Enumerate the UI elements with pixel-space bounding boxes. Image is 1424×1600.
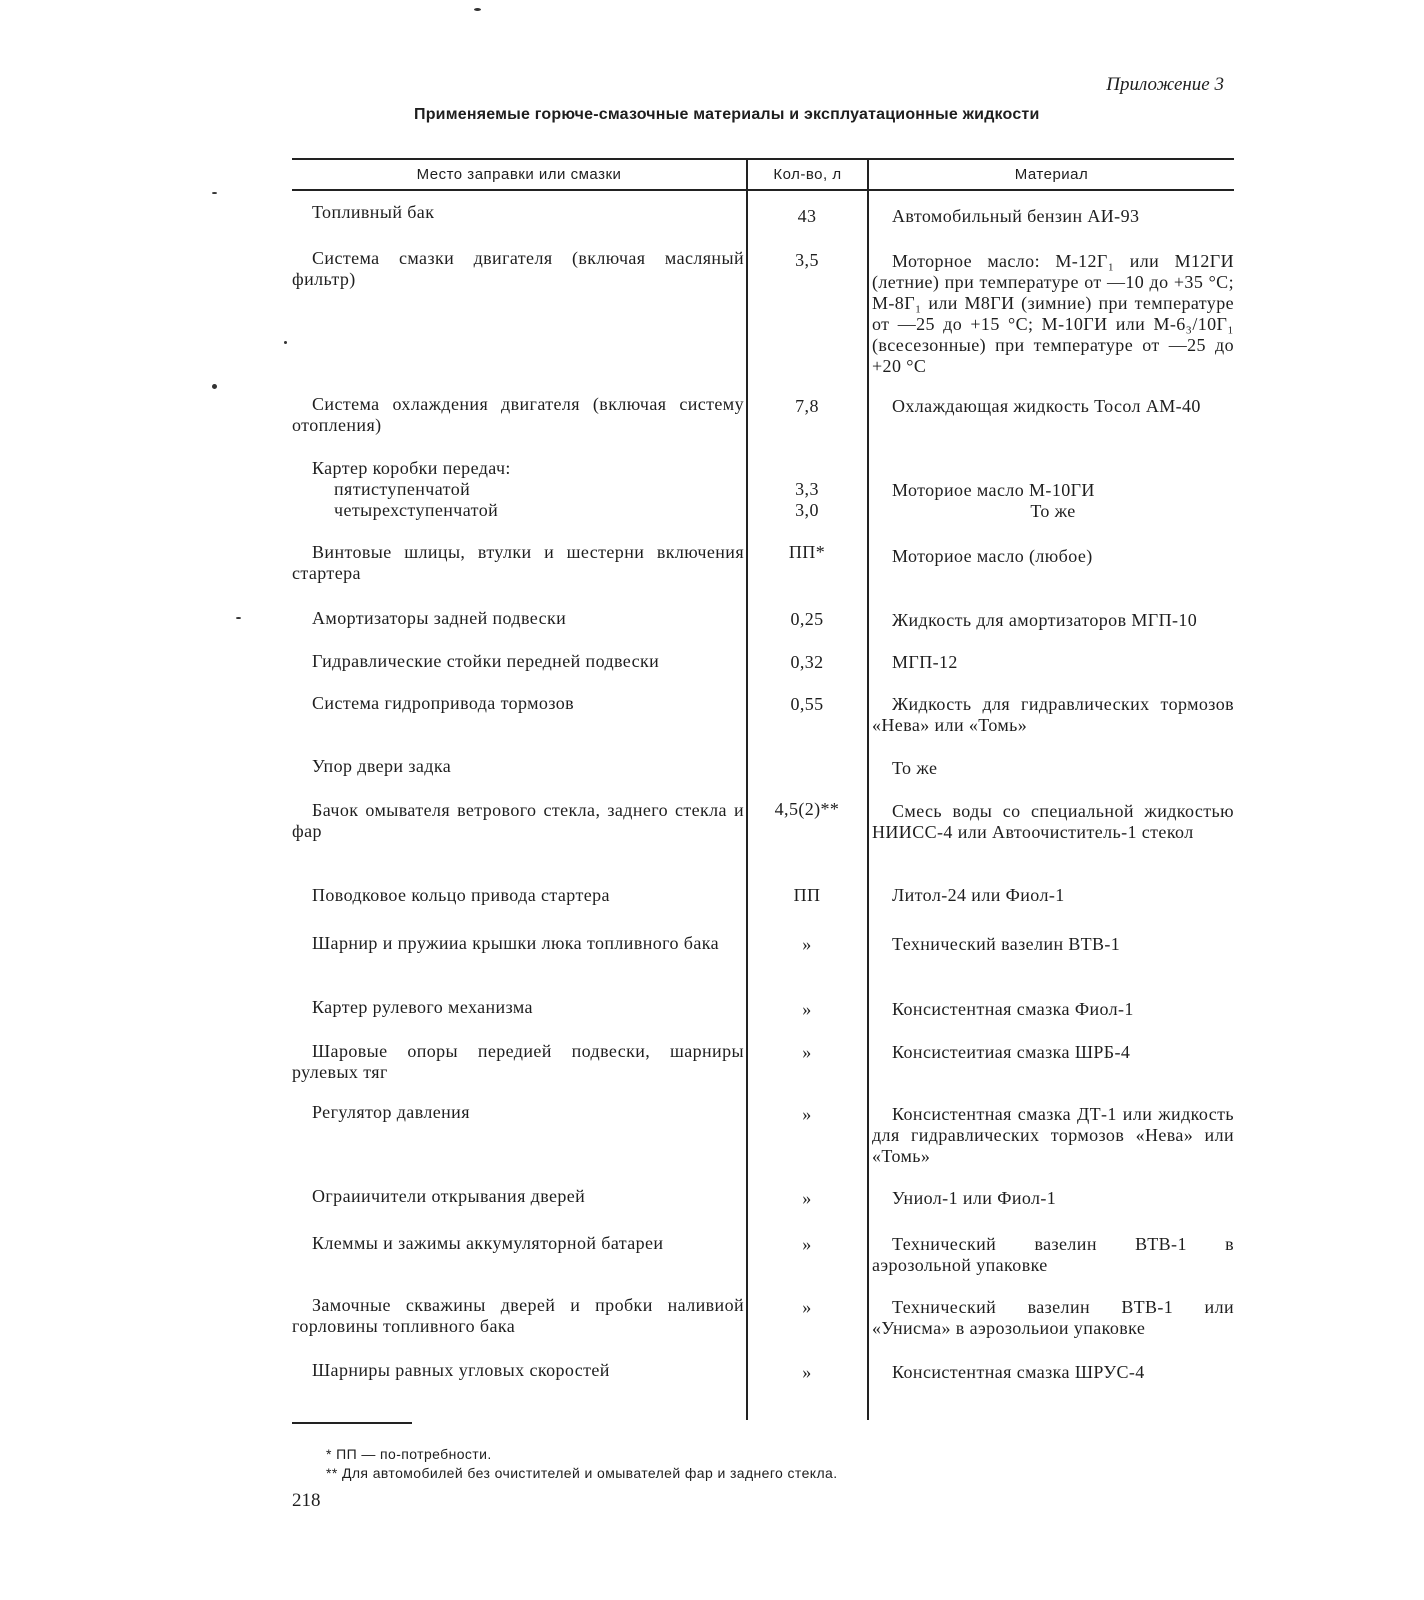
gearbox-5speed-label: пятиступенчатой <box>334 479 471 499</box>
scan-speck <box>474 8 481 11</box>
table-row-qty: 7,8 <box>795 396 819 416</box>
table-row-qty: 43 <box>797 206 817 226</box>
table-row-material: Консистеитиая смазка ШРБ-4 <box>892 1042 1131 1062</box>
table-row-place: Шаровые опоры передией подвески, шарниры рулевых тяг <box>292 1041 744 1082</box>
table-row-qty: 0,32 <box>790 652 824 672</box>
table-row-material: Смесь воды со специальной жидкостью НИИСС-4 или Автоочиститель-1 стекол <box>872 801 1234 842</box>
table-row-place: Замочные скважины дверей и пробки наливиой горловины топливного бака <box>292 1295 744 1336</box>
table-row-qty: ПП <box>793 885 821 905</box>
footnote-rule <box>292 1422 412 1424</box>
scan-speck <box>236 617 241 619</box>
column-header-qty: Кол-во, л <box>773 166 842 183</box>
table-row-qty: » <box>802 999 812 1019</box>
table-row-place: Шарнир и пружииа крышки люка топливного бака <box>312 933 720 953</box>
gearbox-label: Картер коробки передач: <box>312 458 511 478</box>
footnote-pp: * ПП — по-потребности. <box>326 1446 492 1462</box>
table-row-material: Консистентная смазка ШРУС-4 <box>892 1362 1145 1382</box>
table-row-place: Топливный бак <box>312 202 435 222</box>
table-header-rule <box>292 189 1234 191</box>
table-row-material: МГП-12 <box>892 652 958 672</box>
table-row-qty: » <box>802 934 812 954</box>
table-row-material: Консистентная смазка ДТ-1 или жидкость для гидравлических тормозов «Нева» или «Томь» <box>872 1104 1234 1166</box>
scan-speck <box>212 384 217 389</box>
table-row-material: Технический вазелин ВТВ-1 или «Унисма» в аэрозольиои упаковке <box>872 1297 1234 1338</box>
table-row-place: Гидравлические стойки передней подвески <box>312 651 660 671</box>
table-top-rule <box>292 158 1234 160</box>
table-row-qty: 3,5 <box>795 250 819 270</box>
table-row-material: Жидкость для гидравлических тормозов «Нева» или «Томь» <box>872 694 1234 735</box>
column-header-material: Материал <box>1014 166 1089 183</box>
table-row-qty: » <box>802 1297 812 1317</box>
table-row-place: Упор двери задка <box>312 756 452 776</box>
table-row-place: Система охлаждения двигателя (включая систему отопления) <box>292 394 744 435</box>
table-row-place: Система гидропривода тормозов <box>312 693 575 713</box>
table-row-qty: 4,5(2)** <box>774 799 840 819</box>
table-row-qty: » <box>802 1104 812 1124</box>
appendix-label: Приложение 3 <box>1106 74 1224 95</box>
table-row-material: Консистентная смазка Фиол-1 <box>892 999 1134 1019</box>
column-header-place: Место заправки или смазки <box>416 166 622 183</box>
table-row-qty: 0,55 <box>790 694 824 714</box>
table-row-place: Шарниры равных угловых скоростей <box>312 1360 610 1380</box>
table-row-place: Картер рулевого механизма <box>312 997 533 1017</box>
gearbox-4speed-label: четырехступенчатой <box>334 500 499 520</box>
table-row-place: Амортизаторы задней подвески <box>312 608 567 628</box>
table-row-material: То же <box>892 758 938 778</box>
table-row-place: Система смазки двигателя (включая масляный фильтр) <box>292 248 744 289</box>
table-row-place: Клеммы и зажимы аккумуляторной батареи <box>312 1233 664 1253</box>
footnote-washers: ** Для автомобилей без очистителей и омывателей фар и заднего стекла. <box>326 1465 838 1481</box>
table-row-qty: » <box>802 1234 812 1254</box>
table-row-qty: 0,25 <box>790 609 824 629</box>
table-row-qty: » <box>802 1188 812 1208</box>
page-number: 218 <box>292 1490 321 1511</box>
table-row-material: Моторное масло: М-12Г₁ или М12ГИ (летние) при температуре от —10 до +35 °С; М-8Г₁ или М8ГИ (зимние) при температуре от —25 до +15 °С; М-10ГИ или М-6₃/10Г₁ (всесезонные) при температуре от —25 до +20 °С <box>872 251 1234 376</box>
table-row-material: Технический вазелин ВТВ-1 в аэрозольной упаковке <box>872 1234 1234 1275</box>
table-row-material: Моториое масло (любое) <box>892 546 1093 566</box>
scan-speck <box>284 341 287 344</box>
table-row-qty: » <box>802 1042 812 1062</box>
table-row-place <box>292 458 744 521</box>
scan-speck <box>212 192 217 194</box>
table-row-place: Винтовые шлицы, втулки и шестерни включения стартера <box>292 542 744 583</box>
table-row-material: Жидкость для амортизаторов МГП-10 <box>892 610 1198 630</box>
table-row-material: Моториое масло М-10ГИ То же <box>892 480 1095 521</box>
table-row-material: Автомобильный бензин АИ-93 <box>892 206 1140 226</box>
column-divider <box>746 158 748 1420</box>
table-row-material: Литол-24 или Фиол-1 <box>892 885 1065 905</box>
table-row-material: Охлаждающая жидкость Тосол АМ-40 <box>892 396 1201 416</box>
table-row-place: Регулятор давления <box>312 1102 470 1122</box>
materials-table <box>292 158 1234 1418</box>
table-row-material: Униол-1 или Фиол-1 <box>892 1188 1057 1208</box>
table-row-place: Бачок омывателя ветрового стекла, заднего стекла и фар <box>292 800 744 841</box>
table-row-qty: 3,3 3,0 <box>795 479 819 520</box>
table-row-place: Поводковое кольцо привода стартера <box>312 885 610 905</box>
table-row-place: Ограиичители открывания дверей <box>312 1186 586 1206</box>
table-row-qty: ПП* <box>788 542 826 562</box>
table-row-material: Технический вазелин ВТВ-1 <box>892 934 1121 954</box>
page-title: Применяемые горюче-смазочные материалы и эксплуатационные жидкости <box>414 106 1040 123</box>
table-row-qty: » <box>802 1362 812 1382</box>
column-divider <box>867 158 869 1420</box>
